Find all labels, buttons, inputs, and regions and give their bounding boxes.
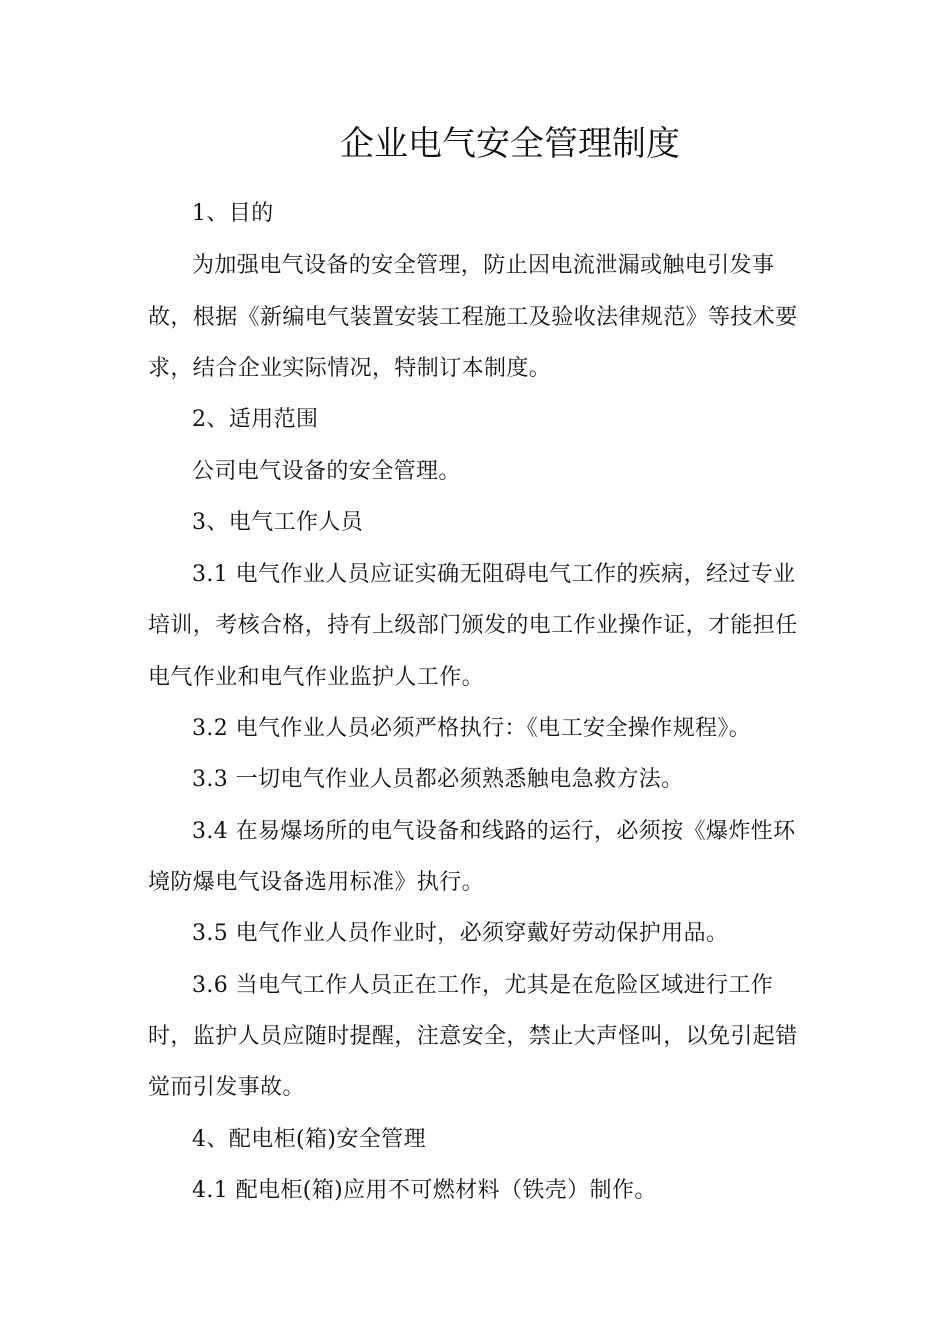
paragraph-line: 3.1 电气作业人员应证实确无阻碍电气工作的疾病，经过专业 bbox=[192, 562, 796, 587]
section-heading-purpose: 1、目的 bbox=[192, 201, 274, 226]
paragraph-line: 故，根据《新编电气装置安装工程施工及验收法律规范》等技术要 bbox=[148, 305, 798, 330]
paragraph-line: 时，监护人员应随时提醒，注意安全，禁止大声怪叫，以免引起错 bbox=[148, 1024, 798, 1049]
paragraph-line: 觉而引发事故。 bbox=[148, 1075, 305, 1100]
paragraph-line: 3.4 在易爆场所的电气设备和线路的运行，必须按《爆炸性环 bbox=[192, 819, 796, 844]
paragraph-line: 3.6 当电气工作人员正在工作，尤其是在危险区域进行工作 bbox=[192, 973, 774, 998]
paragraph-line: 3.5 电气作业人员作业时，必须穿戴好劳动保护用品。 bbox=[192, 921, 729, 946]
paragraph-line: 电气作业和电气作业监护人工作。 bbox=[148, 665, 485, 690]
section-heading-personnel: 3、电气工作人员 bbox=[192, 510, 364, 535]
section-heading-distribution-cabinet: 4、配电柜(箱)安全管理 bbox=[192, 1127, 426, 1152]
paragraph-line: 求，结合企业实际情况，特制订本制度。 bbox=[148, 356, 552, 381]
paragraph-line: 培训，考核合格，持有上级部门颁发的电工作业操作证，才能担任 bbox=[148, 613, 798, 638]
section-heading-scope: 2、适用范围 bbox=[192, 407, 319, 432]
paragraph-line: 境防爆电气设备选用标准》执行。 bbox=[148, 870, 485, 895]
paragraph-line: 公司电气设备的安全管理。 bbox=[192, 459, 461, 484]
document-title: 企业电气安全管理制度 bbox=[340, 124, 680, 164]
paragraph-line: 3.2 电气作业人员必须严格执行：《电工安全操作规程》。 bbox=[192, 716, 752, 741]
paragraph-line: 3.3 一切电气作业人员都必须熟悉触电急救方法。 bbox=[192, 767, 684, 792]
paragraph-line: 4.1 配电柜(箱)应用不可燃材料（铁壳）制作。 bbox=[192, 1178, 657, 1203]
paragraph-line: 为加强电气设备的安全管理，防止因电流泄漏或触电引发事 bbox=[192, 253, 775, 278]
